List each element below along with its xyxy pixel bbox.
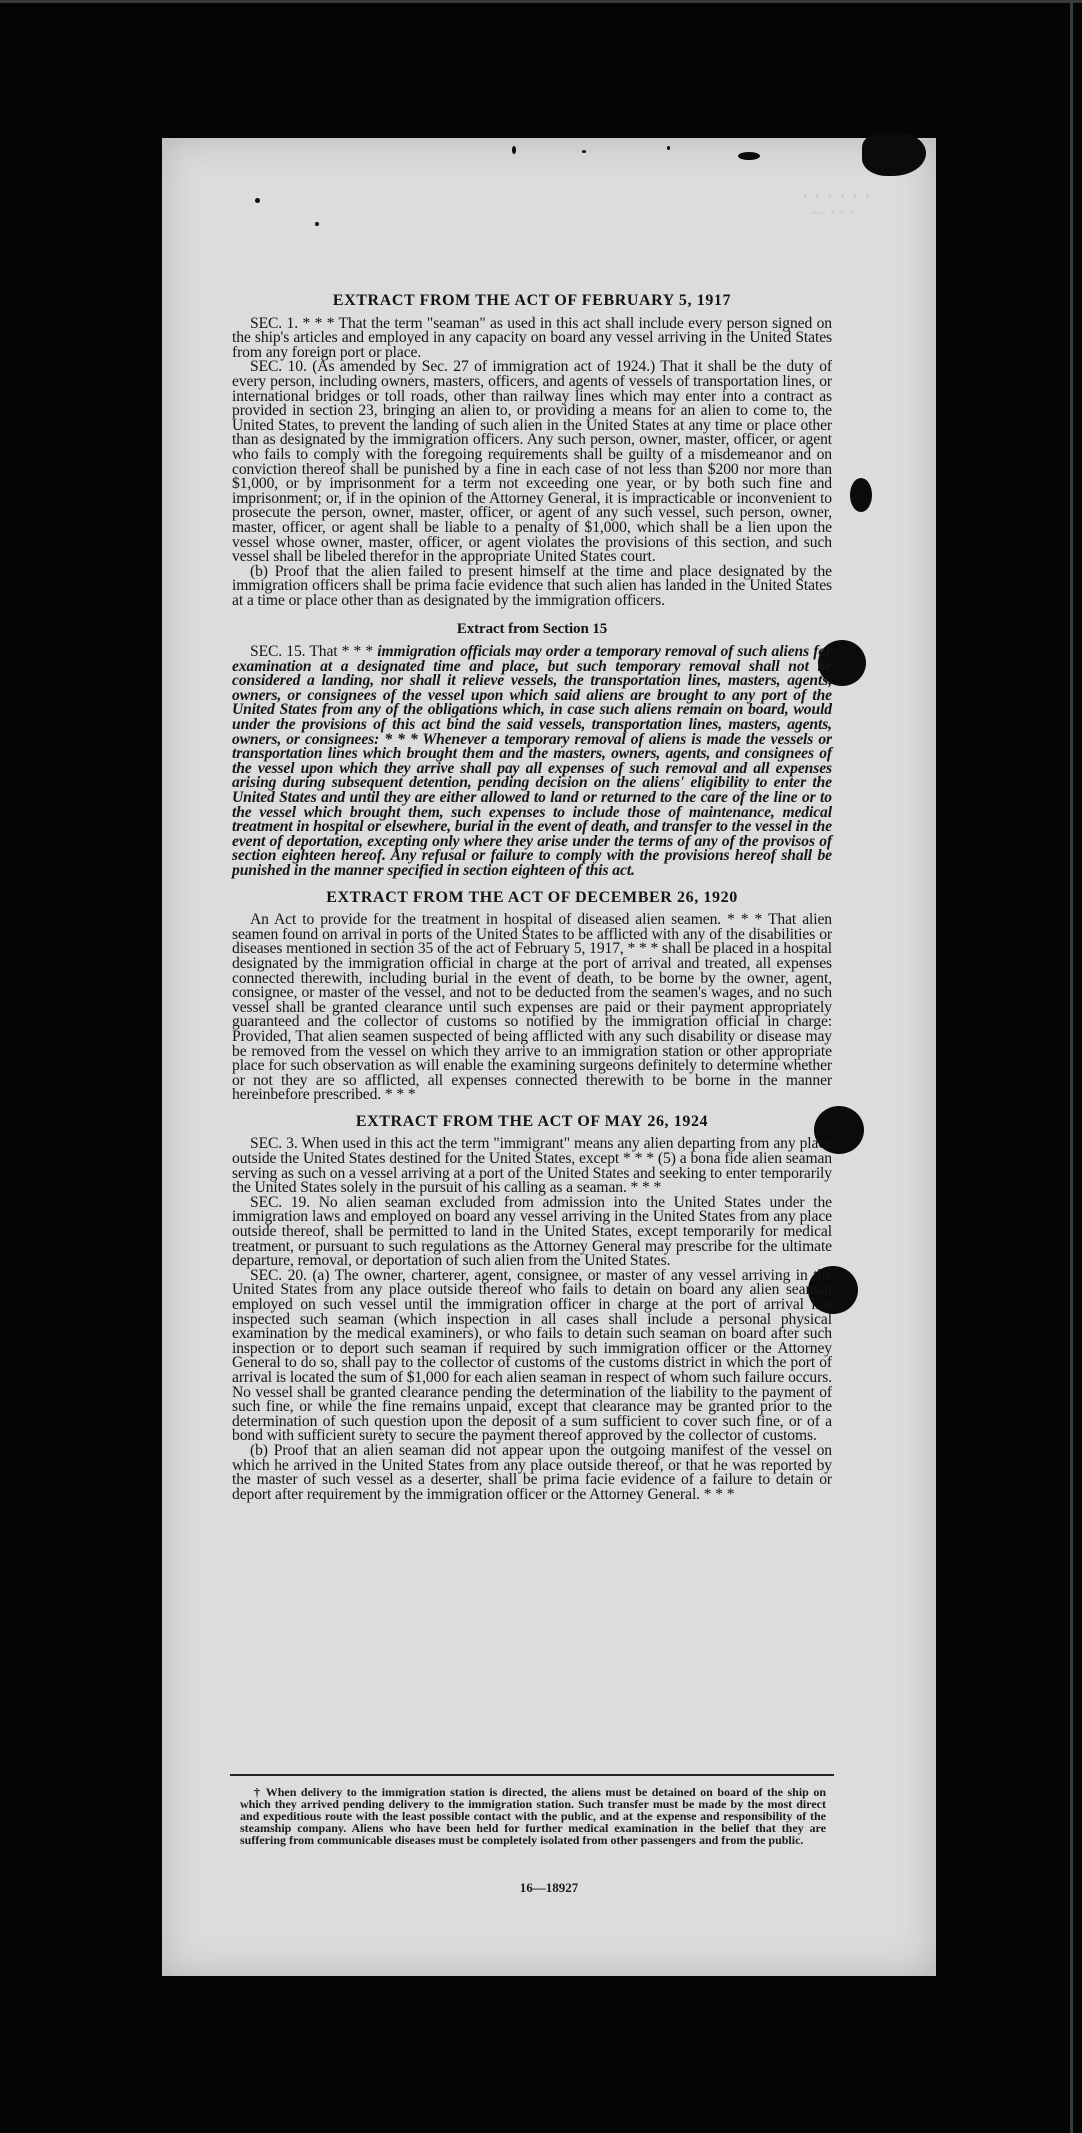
film-edge-top	[0, 0, 1082, 3]
section-19-text: SEC. 19. No alien seaman excluded from admission into the United States under the immigration laws and employed on board any vessel arriving in the United States from any place outside thereof, shall be permitted to land in the United States, except temporarily for medical treatment, or pursuant to such regulations as the Attorney General may prescribe for the ultimate departure, removal, or deportation of such alien from the United States.	[232, 1193, 832, 1270]
heading-act-1920: EXTRACT FROM THE ACT OF DECEMBER 26, 1920	[326, 888, 738, 906]
section-15-body: immigration officials may order a temporary removal of such aliens for examination at a designated time and place, but such temporary removal shall not be considered a landing, nor shall it relieve vessels, the transportation lines, masters, agents, owners, or consignees of the vessel upon which said aliens are brought to any port of the United States from any of the obligations which, in case such aliens remain on board, would under the provisions of this act bind the said vessels, transportation lines, masters, agents, owners, or consignees: * * * Whenever a temporary removal of aliens is made the vessels or transportation lines which brought them and the masters, owners, agents, and consignees of the vessel upon which they arrive shall pay all expenses of such removal and all expenses arising during subsequent detention, pending decision on the aliens' eligibility to enter the United States and until they are either allowed to land or returned to the care of the line or to the vessel which brought them, such expenses to include those of maintenance, medical treatment in hospital or elsewhere, burial in the event of death, and transfer to the vessel in the event of deportation, excepting only where they arise under the terms of any of the provisos of section eighteen hereof. Any refusal or failure to comply with the provisions hereof shall be punished in the manner specified in section eighteen of this act.	[232, 643, 832, 879]
section-10b-text: (b) Proof that the alien failed to present himself at the time and place designated by the immigration officers shall be prima facie evidence that such alien has landed in the United States at a time or place other than as designated by the immigration officers.	[232, 562, 832, 609]
section-15-lead: SEC. 15. That * * *	[250, 643, 374, 661]
footnote-text: † When delivery to the immigration station is directed, the aliens must be detained on board of the ship on which they arrived pending delivery to the immigration station. Such transfer must be made by the most direct and expeditious route with the least possible contact with the public, and at the expense and responsibility of the steamship company. Aliens who have been held for further medical examination in the belief that they are suffering from communicable diseases must be completely isolated from other passengers and from the public.	[240, 1785, 826, 1847]
bleed-through-text: · · · · · ·	[802, 186, 872, 206]
ink-speck	[582, 150, 586, 153]
ink-blot	[738, 152, 760, 160]
ink-speck	[255, 198, 260, 203]
film-edge-right	[1070, 0, 1073, 2133]
section-10-text: SEC. 10. (As amended by Sec. 27 of immigration act of 1924.) That it shall be the duty of every person, including owners, masters, officers, and agents of vessels of transportation lines, or international bridges or toll roads, other than railway lines which may enter into a contract as provided in section 23, bringing an alien to, or providing a means for an alien to come to, the United States, to prevent the landing of such alien in the United States at any time or place other than as designated by the immigration officers. Any such person, owner, master, officer, or agent who fails to comply with the foregoing requirements shall be guilty of a misdemeanor and on conviction thereof shall be punished by a fine in each case of not less than $200 nor more than $1,000, or by imprisonment for a term not exceeding one year, or by both such fine and imprisonment; or, if in the opinion of the Attorney General, it is impracticable or inconvenient to prosecute the person, owner, master, officer, or agent of any such vessel, such person, owner, master, officer, or agent shall be liable to a penalty of $1,000, which shall be a lien upon the vessel whose owner, master, officer, or agent violates the provisions of this section, and such vessel shall be libeled therefor in the appropriate United States court.	[232, 358, 832, 566]
ink-speck	[512, 146, 516, 154]
bleed-through-text: — · · ·	[812, 204, 855, 219]
heading-act-1924: EXTRACT FROM THE ACT OF MAY 26, 1924	[355, 1112, 709, 1130]
punch-hole	[850, 478, 872, 512]
ink-speck	[315, 222, 319, 226]
ink-blot	[862, 132, 926, 176]
section-15-text	[232, 645, 832, 879]
section-20b-text: (b) Proof that an alien seaman did not appear upon the outgoing manifest of the vessel on which he arrived in the United States from any place outside thereof, or that he was reported by the master of such vessel as a deserter, shall be prima facie evidence of a failure to detain or deport after requirement by the immigration officer or the Attorney General. * * *	[232, 1441, 832, 1503]
heading-act-1917: EXTRACT FROM THE ACT OF FEBRUARY 5, 1917	[332, 292, 732, 309]
section-20a-text: SEC. 20. (a) The owner, charterer, agent, consignee, or master of any vessel arriving in the United States from any place outside thereof who fails to detain on board any alien seaman employed on such vessel until the immigration officer in charge at the port of arrival has inspected such seaman (which inspection in all cases shall include a personal physical examination by the medical examiners), or who fails to detain such seaman on board after such inspection or to deport such seaman if required by such immigration officer or the Attorney General to do so, shall pay to the collector of customs of the customs district in which the port of arrival is located the sum of $1,000 for each alien seaman in respect of whom such failure occurs. No vessel shall be granted clearance pending the determination of the liability to the payment of such fine, or while the fine remains unpaid, except that clearance may be granted prior to the determination of such question upon the deposit of a sum sufficient to cover such fine, or of a bond with sufficient surety to secure the payment thereof approved by the collector of customs.	[232, 1266, 832, 1445]
act-1920-text: An Act to provide for the treatment in hospital of diseased alien seamen. * * * That alien seamen found on arrival in ports of the United States to be afflicted with any of the disabilities or diseases mentioned in section 35 of the act of February 5, 1917, * * * shall be placed in a hospital designated by the immigration official in charge at the port of arrival and treated, all expenses connected therewith, including burial in the event of death, to be borne by the owner, agent, consignee, or master of the vessel, and not to be deducted from the seamen's wages, and no such vessel shall be granted clearance until such expenses are paid or their payment appropriately guaranteed and the collector of customs so notified by the immigration official in charge: Provided, That alien seamen suspected of being afflicted with any such disability or disease may be removed from the vessel on which they arrive to an immigration station or other appropriate place for such observation as will enable the examining surgeons definitely to determine whether or not they are so afflicted, all expenses connected therewith to be borne in the manner hereinbefore prescribed. * * *	[232, 911, 832, 1104]
document-page	[162, 138, 936, 1976]
document-body	[232, 282, 832, 1502]
form-number: 16—18927	[519, 1880, 579, 1895]
heading-section-15: Extract from Section 15	[456, 621, 608, 638]
ink-speck	[667, 146, 670, 150]
section-1-text: SEC. 1. * * * That the term "seaman" as used in this act shall include every person signed on the ship's articles and employed in any capacity on board any vessel arriving in the United States from any foreign port or place.	[232, 314, 832, 361]
section-3-text: SEC. 3. When used in this act the term "immigrant" means any alien departing from any place outside the United States destined for the United States, except * * * (5) a bona fide alien seaman serving as such on a vessel arriving at a port of the United States and seeking to enter temporarily the United States solely in the pursuit of his calling as a seaman. * * *	[232, 1135, 832, 1197]
footnote-divider	[230, 1774, 834, 1776]
